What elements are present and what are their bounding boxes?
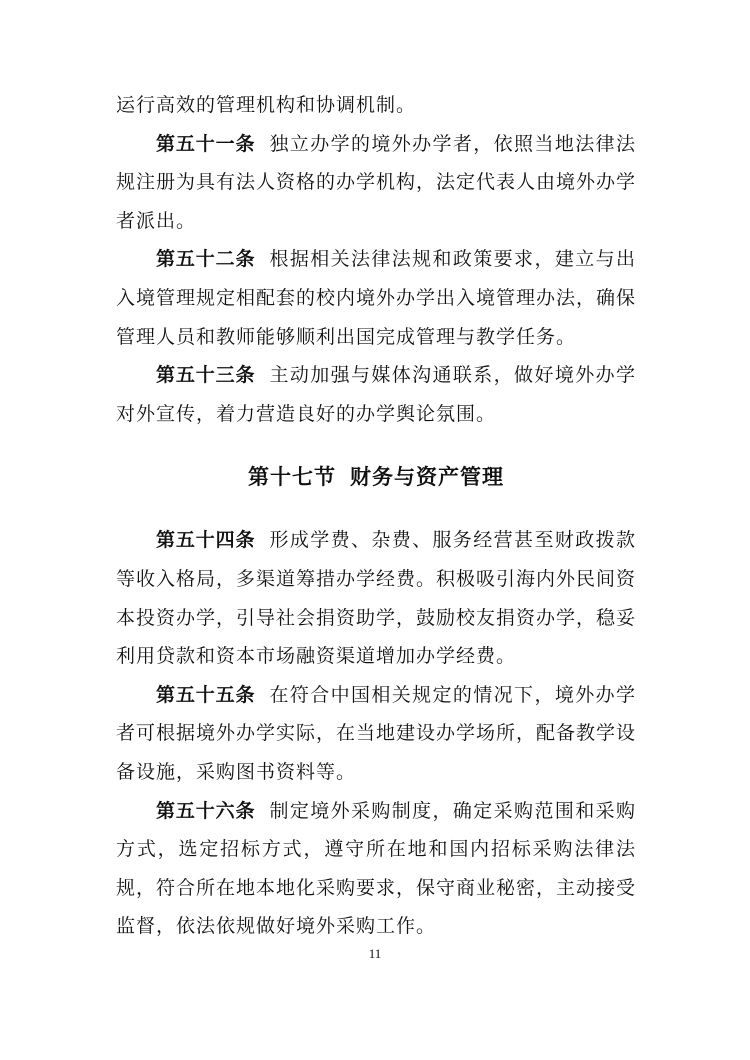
article-56: [116, 792, 636, 946]
article-heading: 第五十四条: [156, 529, 256, 552]
section-number: 第十七节: [248, 465, 336, 490]
article-heading: 第五十六条: [156, 799, 256, 822]
document-body: [116, 86, 636, 946]
article-55: [116, 676, 636, 792]
section-heading: [116, 457, 636, 497]
article-53: [116, 356, 636, 433]
article-52: [116, 240, 636, 356]
page-number: 11: [368, 946, 382, 961]
article-text: 主动加强与媒体沟通联系，做好境外办学对外宣传，着力营造良好的办学舆论氛围。: [116, 364, 636, 425]
paragraph-text: 运行高效的管理机构和协调机制。: [116, 94, 417, 116]
article-text: 根据相关法律法规和政策要求，建立与出入境管理规定相配套的校内境外办学出入境管理办法，确保管理人员和教师能够顺利出国完成管理与教学任务。: [116, 248, 637, 348]
article-heading: 第五十五条: [156, 683, 256, 706]
article-heading: 第五十三条: [156, 364, 256, 387]
article-text: 独立办学的境外办学者，依照当地法律法规注册为具有法人资格的办学机构，法定代表人由境外办学者派出。: [116, 132, 637, 232]
article-54: [116, 521, 636, 675]
article-text: 在符合中国相关规定的情况下，境外办学者可根据境外办学实际，在当地建设办学场所，配备教学设备设施，采购图书资料等。: [116, 683, 637, 783]
article-51: [116, 125, 636, 241]
section-title: 财务与资产管理: [350, 465, 504, 490]
article-heading: 第五十一条: [156, 132, 256, 155]
article-heading: 第五十二条: [156, 248, 256, 271]
article-text: 形成学费、杂费、服务经营甚至财政拨款等收入格局，多渠道筹措办学经费。积极吸引海内外民间资本投资办学，引导社会捐资助学，鼓励校友捐资办学，稳妥利用贷款和资本市场融资渠道增加办学经费。: [116, 529, 637, 668]
paragraph-continued: [116, 86, 636, 125]
article-text: 制定境外采购制度，确定采购范围和采购方式，选定招标方式，遵守所在地和国内招标采购法律法规，符合所在地本地化采购要求，保守商业秘密，主动接受监督，依法依规做好境外采购工作。: [116, 799, 637, 938]
